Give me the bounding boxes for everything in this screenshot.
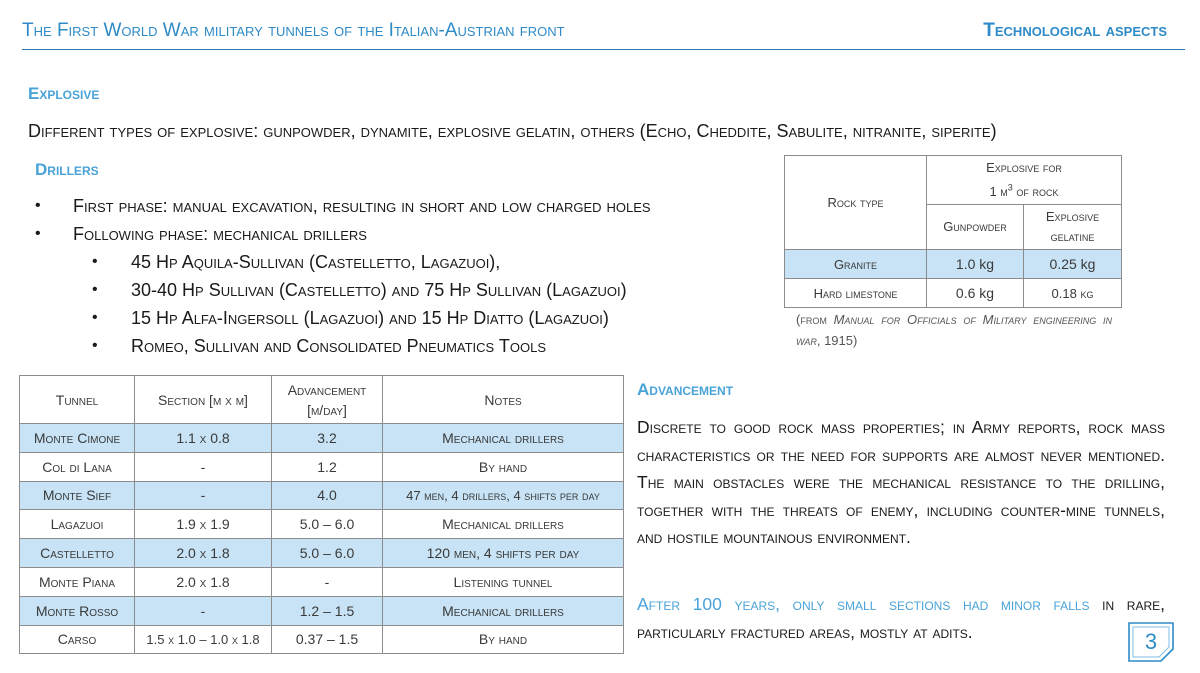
conclusion-rest: in rare, particularly fractured areas, mostly at adits. [637, 594, 1165, 642]
list-item-text: Following phase: mechanical drillers [73, 224, 367, 244]
tunnel-cell: Castelletto [20, 539, 135, 568]
section-cell: 2.0 x 1.8 [135, 567, 272, 596]
rock-cell: Granite [785, 250, 927, 279]
table-row [20, 567, 624, 596]
section-cell: - [135, 452, 272, 481]
explosive-for-line1: Explosive for [986, 160, 1062, 175]
bullet-icon: • [92, 281, 98, 298]
slide-header [22, 20, 1185, 50]
notes-cell: 120 men, 4 shifts per day [383, 539, 624, 568]
advancement-cell: 5.0 – 6.0 [272, 510, 383, 539]
sub-list-item-text: 30-40 Hp Sullivan (Castelletto) and 75 Hp Sullivan (Lagazuoi) [131, 280, 627, 300]
section-cell: 2.0 x 1.8 [135, 539, 272, 568]
slide-title: The First World War military tunnels of the Italian-Austrian front [22, 20, 565, 41]
rock-type-header: Rock type [785, 156, 927, 250]
table-row [20, 452, 624, 481]
tunnel-header: Tunnel [20, 376, 135, 424]
advancement-paragraph: Discrete to good rock mass properties; in Army reports, rock mass characteristics or the need for supports are almost never mentioned. The main obstacles were the mechanical resistance to the drilling, together with the threats of enemy, including counter-mine tunnels, and hostile mountainous environment. [637, 417, 1165, 547]
notes-cell: By hand [383, 452, 624, 481]
advancement-cell: 4.0 [272, 481, 383, 510]
table-row [20, 625, 624, 654]
tunnels-table [19, 375, 624, 654]
gelatine-header-line2: gelatine [1050, 229, 1095, 245]
table-source-caption [796, 309, 1112, 351]
table-row [20, 481, 624, 510]
tunnel-cell: Monte Rosso [20, 596, 135, 625]
bullet-icon: • [92, 253, 98, 270]
bullet-icon: • [92, 309, 98, 326]
advancement-heading: Advancement [637, 380, 734, 399]
table-row [785, 250, 1122, 279]
gelatine-header [1024, 205, 1122, 250]
tunnel-cell: Monte Sief [20, 481, 135, 510]
advancement-cell: 1.2 [272, 452, 383, 481]
advancement-cell: 5.0 – 6.0 [272, 539, 383, 568]
sub-list-item-text: 45 Hp Aquila-Sullivan (Castelletto, Lagazuoi), [131, 252, 501, 272]
section-cell: - [135, 596, 272, 625]
section-cell: 1.5 x 1.0 – 1.0 x 1.8 [135, 625, 272, 654]
caption-suffix: , 1915) [816, 333, 858, 348]
page-number: 3 [1144, 629, 1158, 654]
table-row [20, 596, 624, 625]
advancement-header-line2: [m/day] [307, 401, 347, 418]
gunpowder-cell: 0.6 kg [927, 279, 1024, 308]
gelatine-header-line1: Explosive [1045, 209, 1100, 225]
table-header-row [20, 376, 624, 424]
table-row [20, 424, 624, 453]
bullet-icon: • [92, 337, 98, 354]
advancement-cell: 1.2 – 1.5 [272, 596, 383, 625]
explosive-for-line2 [989, 184, 1058, 199]
advancement-header [272, 376, 383, 424]
bullet-icon: • [35, 225, 41, 242]
gunpowder-header: Gunpowder [927, 205, 1024, 250]
tunnel-cell: Col di Lana [20, 452, 135, 481]
section-cell: 1.9 x 1.9 [135, 510, 272, 539]
tunnel-cell: Monte Cimone [20, 424, 135, 453]
table-row [785, 279, 1122, 308]
drillers-heading: Drillers [35, 160, 99, 179]
notes-cell: Mechanical drillers [383, 596, 624, 625]
table-row [20, 510, 624, 539]
section-header: Section [m x m] [135, 376, 272, 424]
table-row [20, 539, 624, 568]
sub-list-item-text: Romeo, Sullivan and Consolidated Pneumatics Tools [131, 336, 547, 356]
page-number-badge [1127, 621, 1175, 663]
section-cell: 1.1 x 0.8 [135, 424, 272, 453]
tunnel-cell: Lagazuoi [20, 510, 135, 539]
advancement-cell: - [272, 567, 383, 596]
list-item-text: First phase: manual excavation, resulting in short and low charged holes [73, 196, 651, 216]
unit-suffix: of rock [1012, 184, 1059, 200]
advancement-header-line1: Advancement [287, 381, 367, 398]
tunnel-cell: Carso [20, 625, 135, 654]
advancement-conclusion [637, 591, 1165, 646]
explosive-text: Different types of explosive: gunpowder, dynamite, explosive gelatin, others (Echo, Cheddite, Sabulite, nitranite, siperite) [28, 121, 997, 141]
advancement-cell: 3.2 [272, 424, 383, 453]
sub-list-item-text: 15 Hp Alfa-Ingersoll (Lagazuoi) and 15 Hp Diatto (Lagazuoi) [131, 308, 609, 328]
explosive-per-rock-table [784, 155, 1122, 308]
caption-source-title: Manual for Officials of Military engineering in war [796, 312, 1112, 348]
advancement-cell: 0.37 – 1.5 [272, 625, 383, 654]
unit-text: 1 m [989, 184, 1008, 200]
notes-header: Notes [383, 376, 624, 424]
bullet-icon: • [35, 197, 41, 214]
notes-cell: 47 men, 4 drillers, 4 shifts per day [383, 481, 624, 510]
notes-cell: Listening tunnel [383, 567, 624, 596]
section-cell: - [135, 481, 272, 510]
explosive-for-header [927, 156, 1122, 205]
section-title: Technological aspects [983, 20, 1167, 41]
tunnel-cell: Monte Piana [20, 567, 135, 596]
explosive-heading: Explosive [28, 84, 100, 103]
gelatine-cell: 0.18 kg [1024, 279, 1122, 308]
rock-cell: Hard limestone [785, 279, 927, 308]
caption-prefix: (from [796, 312, 834, 327]
notes-cell: By hand [383, 625, 624, 654]
gunpowder-cell: 1.0 kg [927, 250, 1024, 279]
notes-cell: Mechanical drillers [383, 424, 624, 453]
gelatine-cell: 0.25 kg [1024, 250, 1122, 279]
notes-cell: Mechanical drillers [383, 510, 624, 539]
unit-superscript: 3 [1007, 183, 1013, 193]
conclusion-highlight: After 100 years, only small sections had minor falls [637, 594, 1090, 614]
